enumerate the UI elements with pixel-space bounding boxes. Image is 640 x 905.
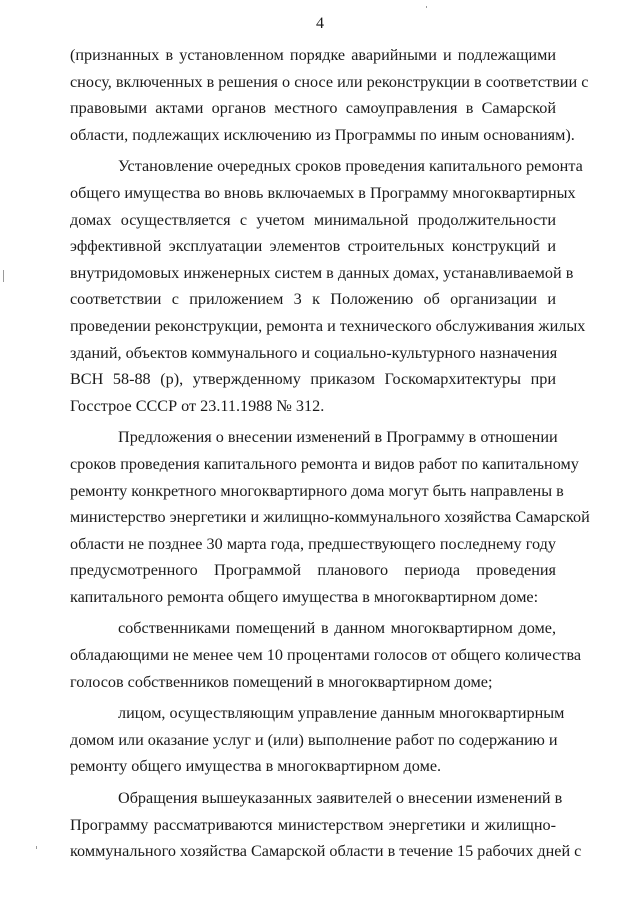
scan-margin-mark [426, 6, 427, 8]
text-line: области не позднее 30 марта года, предшествующего последнему году [70, 534, 556, 553]
text-line: обладающими не менее чем 10 процентами голосов от общего количества [70, 646, 582, 665]
scan-margin-mark [3, 270, 4, 282]
scan-margin-mark [36, 846, 37, 849]
text-line: капитального ремонта общего имущества в многоквартирном доме: [70, 587, 539, 606]
text-line: ремонту общего имущества в многоквартирном доме. [70, 757, 442, 776]
text-line: Предложения о внесении изменений в Программу в отношении [118, 428, 558, 447]
text-line: Обращения вышеуказанных заявителей о внесении изменений в [118, 789, 563, 808]
paragraph [70, 424, 590, 610]
text-line: коммунального хозяйства Самарской области в течение 15 рабочих дней с [70, 842, 582, 861]
page-number: 4 [316, 15, 324, 32]
text-line: соответствии с приложением 3 к Положению об организации и [70, 290, 556, 309]
text-line: (признанных в установленном порядке аварийными и подлежащими [70, 46, 556, 64]
paragraph [70, 615, 582, 695]
text-line: министерство энергетики и жилищно-коммунального хозяйства Самарской [70, 508, 590, 527]
text-line: голосов собственников помещений в многоквартирном доме; [70, 672, 493, 691]
text-line: проведении реконструкции, ремонта и технического обслуживания жилых [70, 316, 586, 335]
paragraph [70, 700, 565, 780]
text-line: сносу, включенных в решения о сносе или реконструкции в соответствии с [70, 72, 589, 91]
text-line: собственниками помещений в данном многоквартирном доме, [118, 619, 556, 638]
text-line: области, подлежащих исключению из Программы по иным основаниям). [70, 125, 575, 144]
text-line: сроков проведения капитального ремонта и видов работ по капитальному [70, 454, 579, 473]
text-line: Госстрое СССР от 23.11.1988 № 312. [70, 396, 325, 415]
text-line: Установление очередных сроков проведения капитального ремонта [118, 157, 583, 176]
text-line: лицом, осуществляющим управление данным многоквартирным [118, 704, 565, 723]
text-line: зданий, объектов коммунального и социально-культурного назначения [70, 343, 558, 362]
text-line: правовыми актами органов местного самоуправления в Самарской [70, 99, 556, 118]
text-line: ремонту конкретного многоквартирного дома могут быть направлены в [70, 481, 564, 500]
text-line: общего имущества во вновь включаемых в Программу многоквартирных [70, 183, 576, 202]
text-line: внутридомовых инженерных систем в данных домах, устанавливаемой в [70, 263, 574, 282]
paragraph [70, 42, 589, 148]
document-body [70, 42, 590, 865]
paragraph [70, 153, 586, 419]
text-line: предусмотренного Программой планового периода проведения [70, 561, 556, 580]
text-line: ВСН 58-88 (р), утвержденному приказом Госкомархитектуры при [70, 370, 556, 389]
text-line: эффективной эксплуатации элементов строительных конструкций и [70, 237, 556, 256]
text-line: Программу рассматриваются министерством энергетики и жилищно- [70, 815, 556, 834]
text-line: домом или оказание услуг и (или) выполнение работ по содержанию и [70, 730, 558, 749]
text-line: домах осуществляется с учетом минимальной продолжительности [70, 210, 556, 229]
paragraph [70, 785, 582, 865]
